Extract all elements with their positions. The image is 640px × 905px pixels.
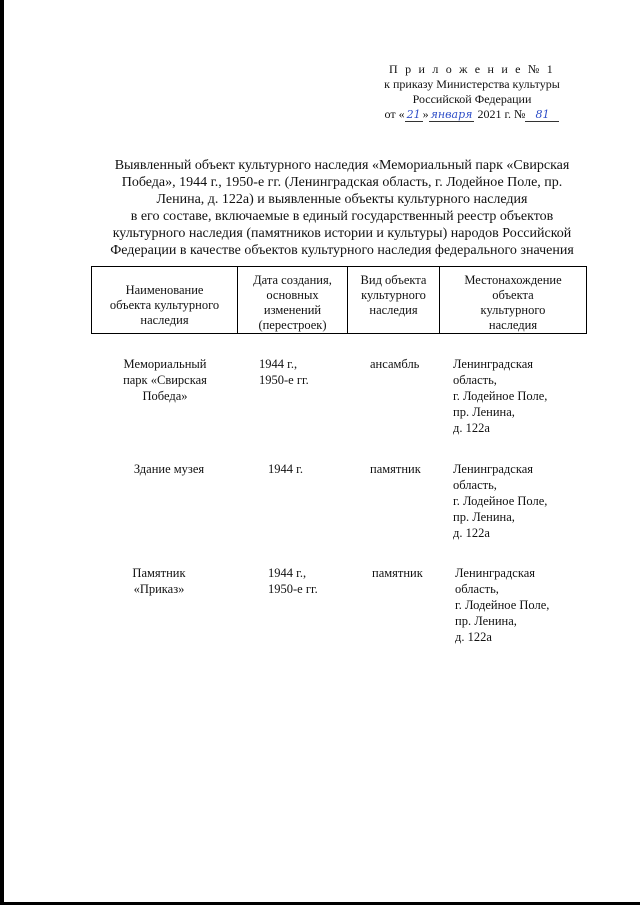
header-text: Местонахождение <box>464 273 562 287</box>
header-text: объекта <box>492 288 534 302</box>
date-quote-close: » <box>422 107 429 121</box>
cell-date <box>259 356 309 388</box>
cell-text: д. 122а <box>453 421 490 435</box>
cell-text: Ленинградская <box>453 357 534 371</box>
appendix-heading: П р и л о ж е н и е № 1 <box>389 62 555 76</box>
cell-text: Памятник <box>132 566 186 580</box>
header-text: (перестроек) <box>258 318 327 332</box>
cell-text: Ленинградская <box>453 462 534 476</box>
cell-text: область, <box>455 582 499 596</box>
document-title <box>92 157 592 259</box>
appendix-block <box>362 62 582 122</box>
cell-text: область, <box>453 373 497 387</box>
header-text: изменений <box>263 303 322 317</box>
header-type <box>348 267 440 333</box>
cell-text: 1950-е гг. <box>268 582 318 596</box>
header-text: культурного <box>361 288 426 302</box>
header-text: культурного <box>480 303 546 317</box>
title-line: Ленина, д. 122а) и выявленные объекты культурного наследия <box>156 192 528 207</box>
cell-text: Победа» <box>142 389 188 403</box>
header-text: наследия <box>140 313 189 327</box>
title-line: Выявленный объект культурного наследия «Мемориальный парк «Свирская <box>114 158 570 173</box>
handwritten-day: 21 <box>406 108 421 121</box>
header-text: Дата создания, <box>253 273 332 287</box>
title-line: культурного наследия (памятников истории и культуры) народов Российской <box>112 226 572 241</box>
cell-text: пр. Ленина, <box>453 405 515 419</box>
appendix-line-1: к приказу Министерства культуры <box>384 77 560 91</box>
table-header <box>91 266 587 334</box>
title-line: Победа», 1944 г., 1950-е гг. (Ленинградская область, г. Лодейное Поле, пр. <box>121 175 563 190</box>
header-name <box>92 267 238 333</box>
cell-text: г. Лодейное Поле, <box>455 598 550 612</box>
cell-name <box>99 565 219 597</box>
cell-text: 1944 г., <box>259 357 298 371</box>
cell-location <box>453 356 593 436</box>
cell-location <box>455 565 595 645</box>
cell-type: памятник <box>370 462 421 476</box>
cell-name <box>105 356 225 404</box>
date-year: 2021 г. № <box>477 107 526 121</box>
cell-text: «Приказ» <box>133 582 185 596</box>
cell-text: область, <box>453 478 497 492</box>
cell-name <box>109 461 229 477</box>
cell-text: Ленинградская <box>455 566 536 580</box>
appendix-date-line <box>362 107 582 122</box>
header-text: Наименование <box>125 283 204 297</box>
handwritten-number: 81 <box>525 108 559 122</box>
header-text: наследия <box>369 303 418 317</box>
cell-type: ансамбль <box>370 357 420 371</box>
cell-text: г. Лодейное Поле, <box>453 494 548 508</box>
cell-text: д. 122а <box>453 526 490 540</box>
cell-text: д. 122а <box>455 630 492 644</box>
scan-edge-left <box>0 0 4 905</box>
header-text: объекта культурного <box>109 298 220 312</box>
cell-text: 1950-е гг. <box>259 373 309 387</box>
cell-text: пр. Ленина, <box>455 614 517 628</box>
cell-date <box>268 461 303 477</box>
cell-type: памятник <box>372 566 423 580</box>
cell-text: 1944 г. <box>268 462 303 476</box>
header-text: наследия <box>488 318 538 332</box>
header-date <box>238 267 348 333</box>
appendix-line-2: Российской Федерации <box>412 92 532 106</box>
header-location <box>440 267 586 333</box>
header-text: основных <box>266 288 319 302</box>
cell-text: Здание музея <box>133 462 205 476</box>
cell-location <box>453 461 593 541</box>
cell-text: пр. Ленина, <box>453 510 515 524</box>
header-text: Вид объекта <box>360 273 427 287</box>
cell-text: 1944 г., <box>268 566 307 580</box>
cell-text: г. Лодейное Поле, <box>453 389 548 403</box>
cell-text: Мемориальный <box>123 357 207 371</box>
date-prefix: от « <box>384 107 405 121</box>
handwritten-month: января <box>430 108 473 121</box>
cell-text: парк «Свирская <box>123 373 207 387</box>
title-line: в его составе, включаемые в единый государственный реестр объектов <box>130 209 554 224</box>
title-line: Федерации в качестве объектов культурного наследия федерального значения <box>110 243 574 258</box>
cell-date <box>268 565 318 597</box>
